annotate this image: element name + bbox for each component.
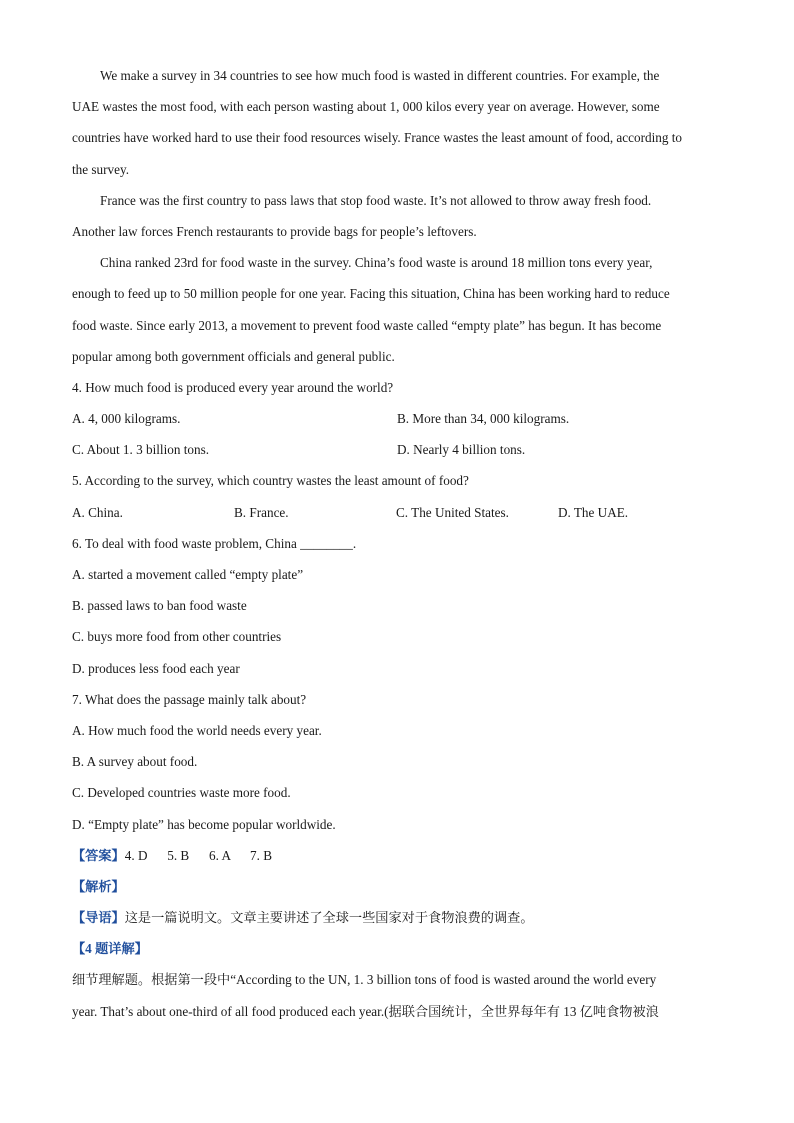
option-d: D. Nearly 4 billion tons. (397, 442, 526, 458)
analysis-line (72, 871, 724, 902)
option-c: C. About 1. 3 billion tons. (72, 442, 210, 458)
passage-line: UAE wastes the most food, with each person wasting about 1, 000 kilos every year on average. However, some (72, 99, 660, 115)
question-stem: 6. To deal with food waste problem, China ________. (72, 535, 357, 551)
answer-label: 【答案】 (72, 847, 125, 863)
passage-line: countries have worked hard to use their food resources wisely. France wastes the least amount of food, according to (72, 130, 682, 146)
question-stem: 4. How much food is produced every year around the world? (72, 379, 394, 395)
question-stem: 7. What does the passage mainly talk about? (72, 691, 307, 707)
question-5 (72, 465, 724, 527)
question-7 (72, 684, 724, 840)
passage-line: France was the first country to pass laws that stop food waste. It’s not allowed to throw away fresh food. (100, 192, 652, 208)
options-row (72, 434, 724, 465)
option-b: B. More than 34, 000 kilograms. (397, 411, 570, 427)
option-c: C. Developed countries waste more food. (72, 785, 291, 801)
option-d: D. produces less food each year (72, 660, 240, 676)
answer-line (72, 840, 724, 871)
passage-line: food waste. Since early 2013, a movement to prevent food waste called “empty plate” has begun. It has become (72, 317, 662, 333)
option-b: B. passed laws to ban food waste (72, 598, 247, 614)
option-c: C. The United States. (396, 504, 509, 520)
option-a: A. China. (72, 504, 123, 520)
option-b: B. France. (234, 504, 289, 520)
passage-line: popular among both government officials and general public. (72, 348, 395, 364)
passage-line: enough to feed up to 50 million people for one year. Facing this situation, China has been working hard to reduce (72, 286, 670, 302)
detail4-label: 【4 题详解】 (72, 941, 148, 957)
option-b: B. A survey about food. (72, 754, 198, 770)
passage-line: China ranked 23rd for food waste in the survey. China’s food waste is around 18 million tons every year, (100, 255, 653, 271)
passage-line: the survey. (72, 161, 130, 177)
option-c: C. buys more food from other countries (72, 629, 282, 645)
detail4-heading (72, 933, 724, 964)
passage (72, 60, 724, 372)
document-page (72, 60, 724, 1027)
detail4-line: 细节理解题。根据第一段中“According to the UN, 1. 3 billion tons of food is wasted around the world every (72, 972, 657, 988)
passage-line: We make a survey in 34 countries to see how much food is wasted in different countries. For example, the (100, 68, 660, 83)
question-stem: 5. According to the survey, which country wastes the least amount of food? (72, 473, 469, 489)
option-d: D. The UAE. (558, 504, 629, 520)
options-row (72, 497, 724, 528)
guide-line (72, 902, 724, 933)
question-6 (72, 528, 724, 684)
detail4-line: year. That’s about one-third of all food produced each year.(据联合国统计，全世界每年有 13 亿吨食物被浪 (72, 1003, 659, 1019)
answer-text: 4. D 5. B 6. A 7. B (124, 847, 273, 863)
option-a: A. 4, 000 kilograms. (72, 411, 181, 427)
option-d: D. “Empty plate” has become popular worldwide. (72, 816, 336, 832)
passage-line: Another law forces French restaurants to provide bags for people’s leftovers. (72, 223, 477, 239)
option-a: A. started a movement called “empty plate” (72, 567, 304, 582)
guide-text: 这是一篇说明文。文章主要讲述了全球一些国家对于食物浪费的调查。 (124, 910, 534, 926)
guide-label: 【导语】 (72, 910, 125, 926)
analysis-label: 【解析】 (72, 878, 125, 894)
question-4 (72, 372, 724, 466)
options-row (72, 403, 724, 434)
option-a: A. How much food the world needs every year. (72, 722, 322, 738)
